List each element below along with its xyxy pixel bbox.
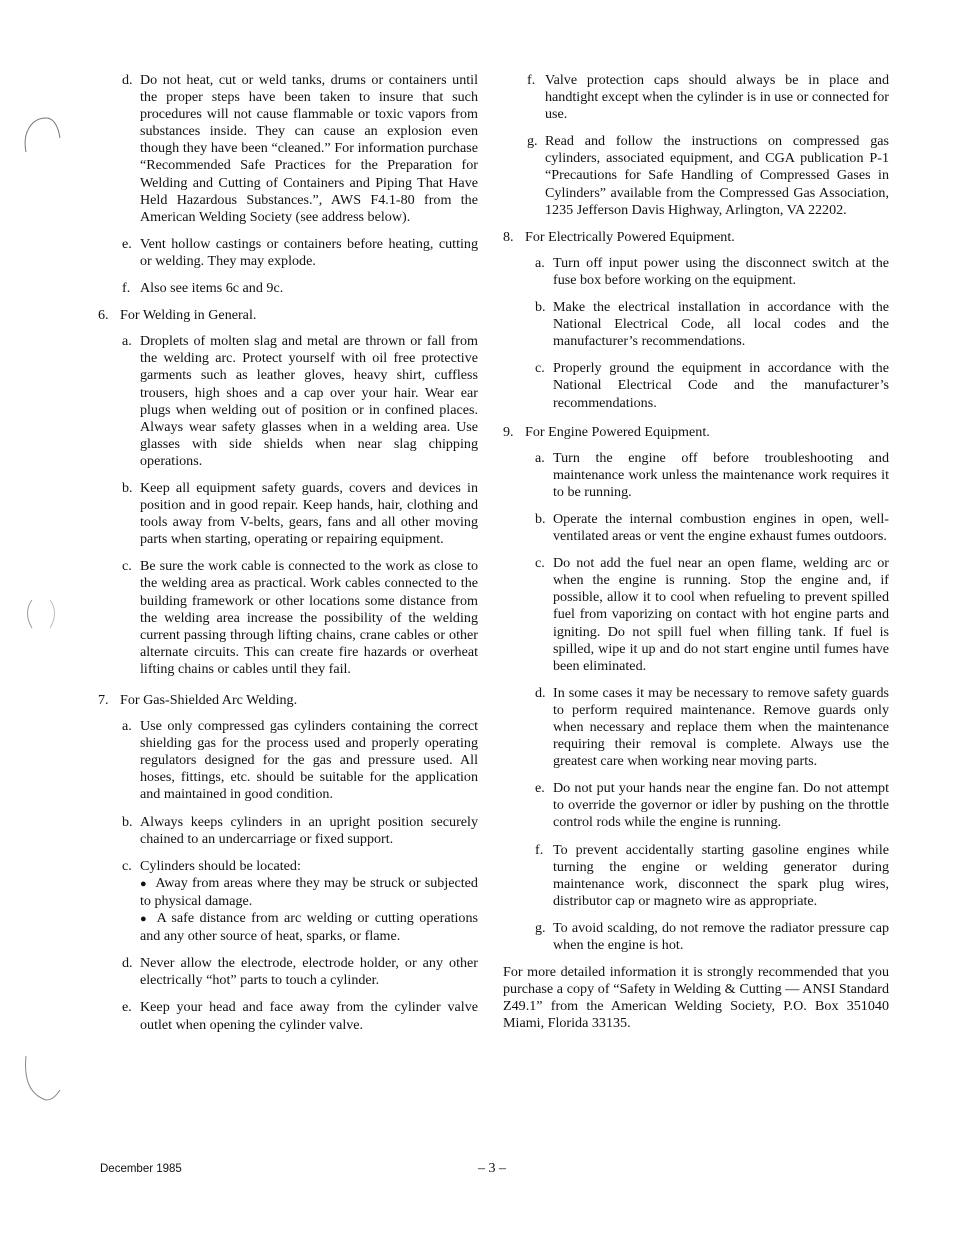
- section-number: 7.: [98, 692, 109, 708]
- list-item: [533, 780, 889, 831]
- item-text: Always keeps cylinders in an upright position securely chained to an undercarriage or fixed support.: [140, 813, 478, 847]
- list-item: [533, 685, 889, 770]
- item-letter: g.: [527, 133, 538, 150]
- item-letter: e.: [535, 780, 545, 797]
- item-text: Droplets of molten slag and metal are thrown or fall from the welding arc. Protect yourself with oil free protective garments such as leather gloves, heavy shirt, cuffless trousers, high shoes and a cap over your hair. Wear ear plugs when welding out of position or in confined places. Always wear safety glasses when in a welding area. Use glasses with side shields when near slag chipping operations.: [140, 333, 478, 469]
- list-item: [533, 555, 889, 675]
- item-text: To prevent accidentally starting gasoline engines while turning the engine or welding generator during maintenance work, disconnect the spark plug wires, distributor cap or magneto wire as appropriate.: [553, 841, 889, 909]
- item-text: Properly ground the equipment in accordance with the National Electrical Code and the manufacturer’s recommendations.: [553, 360, 889, 411]
- closing-paragraph: For more detailed information it is strongly recommended that you purchase a copy of “Safety in Welding & Cutting — ANSI Standard Z49.1” from the American Welding Society, P.O. Box 351040 Miami, Florida 33135.: [503, 964, 889, 1032]
- section-title: For Gas-Shielded Arc Welding.: [120, 692, 298, 708]
- item-letter: a.: [122, 333, 132, 350]
- item-text: Keep all equipment safety guards, covers and devices in position and in good repair. Keep hands, hair, clothing and tools away from V-belts, gears, fans and all other moving parts when starting, operating or repairing equipment.: [140, 479, 478, 548]
- item-letter: a.: [535, 254, 545, 271]
- item-text: Use only compressed gas cylinders containing the correct shielding gas for the process used and properly operating regulators designed for the gas and pressure used. All hoses, fittings, etc. should be suitable for the application and maintained in good condition.: [140, 718, 478, 803]
- continued-section-5-items: [120, 72, 478, 297]
- item-text: Do not put your hands near the engine fan. Do not attempt to override the governor or idler by pushing on the throttle control rods while the engine is running.: [553, 780, 889, 831]
- section-6: [98, 307, 478, 678]
- footer-date: December 1985: [100, 1163, 182, 1175]
- item-letter: c.: [535, 555, 545, 572]
- item-text: Also see items 6c and 9c.: [140, 280, 284, 297]
- list-item: [120, 814, 478, 848]
- item-text: Keep your head and face away from the cylinder valve outlet when opening the cylinder valve.: [140, 999, 478, 1033]
- item-letter: c.: [535, 360, 545, 377]
- item-letter: d.: [122, 72, 133, 88]
- item-letter: d.: [122, 955, 133, 972]
- item-text: Valve protection caps should always be in place and handtight except when the cylinder is in use or connected for use.: [545, 72, 889, 123]
- section-title: For Engine Powered Equipment.: [525, 423, 710, 440]
- list-item: [120, 280, 478, 297]
- item-letter: f.: [122, 280, 131, 297]
- bullet-item: [140, 875, 478, 910]
- item-text: Vent hollow castings or containers before heating, cutting or welding. They may explode.: [140, 235, 478, 269]
- item-text: To avoid scalding, do not remove the radiator pressure cap when the engine is hot.: [553, 919, 889, 954]
- list-item: [533, 255, 889, 289]
- bullet-text: Away from areas where they may be struck or subjected to physical damage.: [140, 874, 478, 909]
- list-item: [120, 718, 478, 803]
- left-column: [98, 72, 478, 1044]
- section-title: For Welding in General.: [120, 307, 257, 324]
- item-text: Be sure the work cable is connected to the work as close to the welding area as practical. Work cables connected to the building framework or other locations some distance from the welding area increase the possibility of the welding current passing through lifting chains, crane cables or other alternate circuits. This can create fire hazards or overheat lifting chains or cables until they fail.: [140, 558, 478, 677]
- list-item: [525, 133, 889, 218]
- section-number: 9.: [503, 423, 514, 440]
- list-item: [533, 842, 889, 910]
- item-text: Never allow the electrode, electrode holder, or any other electrically “hot” parts to touch a cylinder.: [140, 955, 478, 989]
- item-letter: f.: [535, 841, 544, 858]
- item-text: Turn off input power using the disconnect switch at the fuse box before working on the equipment.: [553, 254, 889, 288]
- bullet-icon: ●: [140, 877, 148, 890]
- section-8-items: [533, 255, 889, 412]
- bullet-icon: ●: [140, 913, 149, 926]
- item-letter: d.: [535, 684, 546, 701]
- item-letter: b.: [535, 299, 546, 316]
- section-8: [503, 229, 889, 412]
- list-item: [120, 558, 478, 678]
- list-item: [120, 858, 478, 945]
- list-item: [533, 450, 889, 501]
- binder-hole-middle: [18, 596, 62, 632]
- item-text: Do not heat, cut or weld tanks, drums or containers until the proper steps have been taken to insure that such procedures will not cause flammable or toxic vapors from substances inside. They can cause an explosion even though they have been “cleaned.” For information purchase “Recommended Safe Practices for the Preparation for Welding and Cutting of Containers and Piping That Have Held Hazardous Substances.”, AWS F4.1-80 from the American Welding Society (see address below).: [140, 72, 478, 225]
- continued-section-7-items: [525, 72, 889, 219]
- page-number: – 3 –: [478, 1161, 506, 1176]
- item-text: Turn the engine off before troubleshooting and maintenance work unless the maintenance work requires it to be running.: [553, 449, 889, 500]
- list-item: [120, 999, 478, 1033]
- item-letter: c.: [122, 857, 132, 874]
- bullet-item: [140, 910, 478, 945]
- item-letter: e.: [122, 999, 132, 1016]
- binder-hole-bottom: [18, 1050, 62, 1106]
- list-item: [120, 333, 478, 470]
- item-text: Operate the internal combustion engines in open, well-ventilated areas or vent the engine exhaust fumes outdoors.: [553, 510, 889, 545]
- item-text: Do not add the fuel near an open flame, welding arc or when the engine is running. Stop the engine and, if possible, allow it to cool when refueling to prevent spilled fuel from vaporizing on contact with hot engine parts and igniting. Do not spill fuel when filling tank. If fuel is spilled, wipe it up and do not start engine until fumes have been eliminated.: [553, 555, 889, 674]
- item-letter: f.: [527, 72, 536, 88]
- list-item: [525, 72, 889, 123]
- right-column: [503, 72, 889, 1033]
- item-text: In some cases it may be necessary to remove safety guards to perform required maintenance. Remove guards only when necessary and replace them when the maintenance requiring their removal is complete. Always use the greatest care when working near moving parts.: [553, 684, 889, 770]
- item-letter: b.: [535, 510, 546, 527]
- section-number: 8.: [503, 228, 514, 245]
- section-number: 6.: [98, 307, 109, 324]
- list-item: [120, 72, 478, 226]
- item-letter: e.: [122, 235, 132, 252]
- list-item: [120, 955, 478, 989]
- item-lead: Cylinders should be located:: [140, 857, 301, 874]
- bullet-text: A safe distance from arc welding or cutting operations and any other source of heat, sparks, or flame.: [140, 910, 478, 945]
- binder-hole-top: [18, 112, 62, 162]
- item-letter: b.: [122, 813, 133, 830]
- section-9: [503, 424, 889, 955]
- item-letter: a.: [122, 718, 132, 735]
- section-title: For Electrically Powered Equipment.: [525, 228, 735, 245]
- section-9-items: [533, 450, 889, 954]
- list-item: [533, 920, 889, 954]
- item-letter: b.: [122, 479, 133, 496]
- list-item: [120, 236, 478, 270]
- list-item: [533, 299, 889, 350]
- item-letter: c.: [122, 558, 132, 575]
- list-item: [120, 480, 478, 548]
- section-7: [98, 692, 478, 1034]
- item-text: Read and follow the instructions on compressed gas cylinders, associated equipment, and CGA publication P-1 “Precautions for Safe Handling of Compressed Gases in Cylinders” available from the Compressed Gas Association, 1235 Jefferson Davis Highway, Arlington, VA 22202.: [545, 133, 889, 218]
- list-item: [533, 511, 889, 545]
- list-item: [533, 360, 889, 411]
- item-text: Make the electrical installation in accordance with the National Electrical Code, all local codes and the manufacturer’s recommendations.: [553, 299, 889, 350]
- item-letter: g.: [535, 919, 546, 936]
- item-letter: a.: [535, 449, 545, 466]
